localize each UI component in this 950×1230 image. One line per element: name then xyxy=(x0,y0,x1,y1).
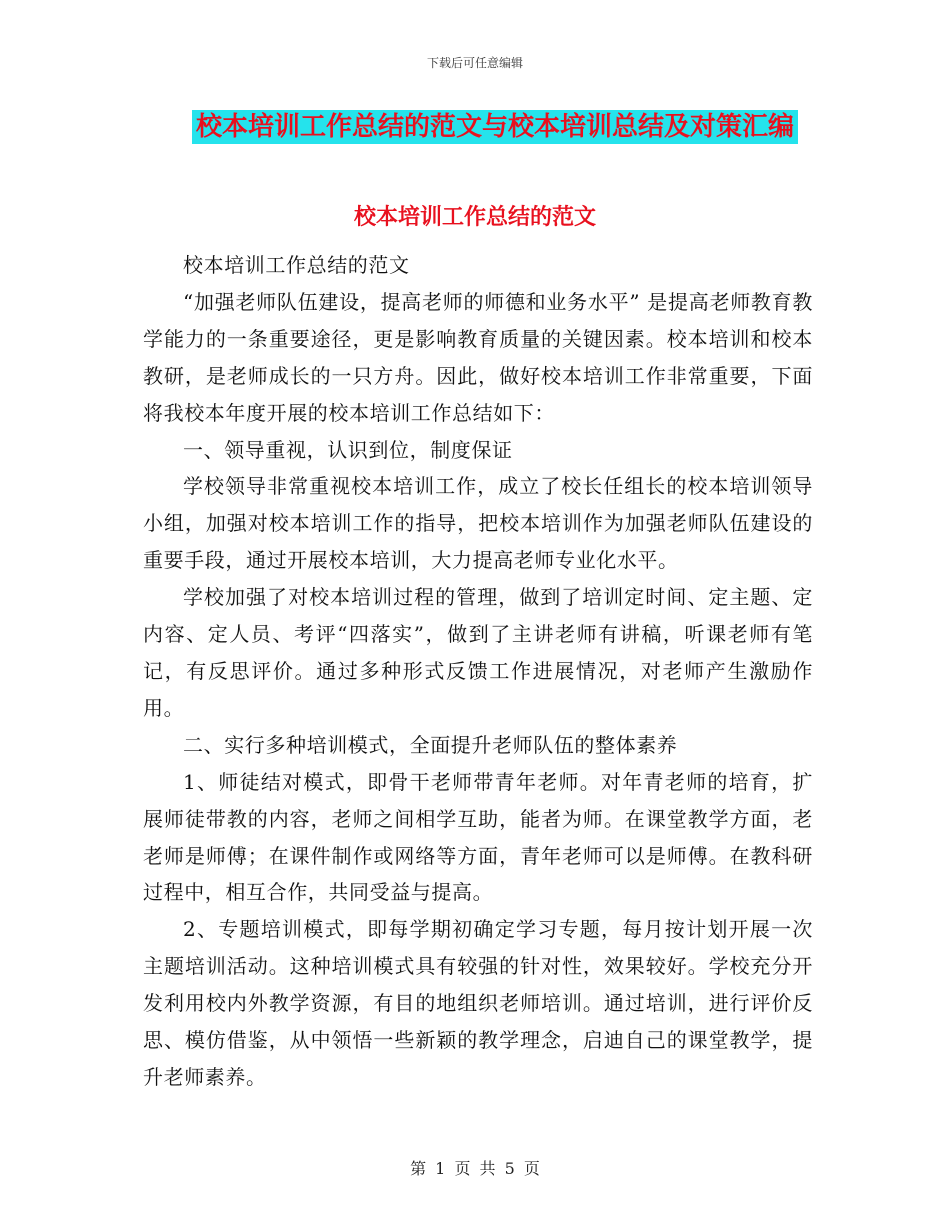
paragraph: 1、师徒结对模式，即骨干老师带青年老师。对年青老师的培育，扩展师徒带教的内容，老师之间相学互助，能者为师。在课堂教学方面，老老师是师傅；在课件制作或网络等方面，青年老师可以是师傅。在教科研过程中，相互合作，共同受益与提高。 xyxy=(143,769,813,905)
document-main-title: 校本培训工作总结的范文与校本培训总结及对策汇编 xyxy=(192,110,798,144)
paragraph: 校本培训工作总结的范文 xyxy=(183,253,410,277)
paragraph: 一、领导重视，认识到位，制度保证 xyxy=(183,437,513,462)
page-header-note: 下载后可任意编辑 xyxy=(426,56,523,70)
paragraph: 2、专题培训模式，即每学期初确定学习专题，每月按计划开展一次主题培训活动。这种培训模式具有较强的针对性，效果较好。学校充分开发利用校内外教学资源，有目的地组织老师培训。通过培训，进行评价反思、模仿借鉴，从中领悟一些新颖的教学理念，启迪自己的课堂教学，提升老师素养。 xyxy=(143,917,813,1089)
paragraph: 学校加强了对校本培训过程的管理，做到了培训定时间、定主题、定内容、定人员、考评“四落实”，做到了主讲老师有讲稿，听课老师有笔记，有反思评价。通过多种形式反馈工作进展情况，对老师产生激励作用。 xyxy=(143,585,813,720)
paragraph: 学校领导非常重视校本培训工作，成立了校长任组长的校本培训领导小组，加强对校本培训工作的指导，把校本培训作为加强老师队伍建设的重要手段，通过开展校本培训，大力提高老师专业化水平。 xyxy=(143,474,813,573)
document-body xyxy=(143,247,813,1096)
paragraph: “加强老师队伍建设，提高老师的师德和业务水平” 是提高老师教育教学能力的一条重要途径，更是影响教育质量的关键因素。校本培训和校本教研，是老师成长的一只方舟。因此，做好校本培训工作非常重要，下面将我校本年度开展的校本培训工作总结如下： xyxy=(143,289,813,425)
page-number-footer: 第 1 页 共 5 页 xyxy=(410,1159,540,1178)
section-title: 校本培训工作总结的范文 xyxy=(353,205,596,230)
paragraph: 二、实行多种培训模式，全面提升老师队伍的整体素养 xyxy=(183,732,678,757)
